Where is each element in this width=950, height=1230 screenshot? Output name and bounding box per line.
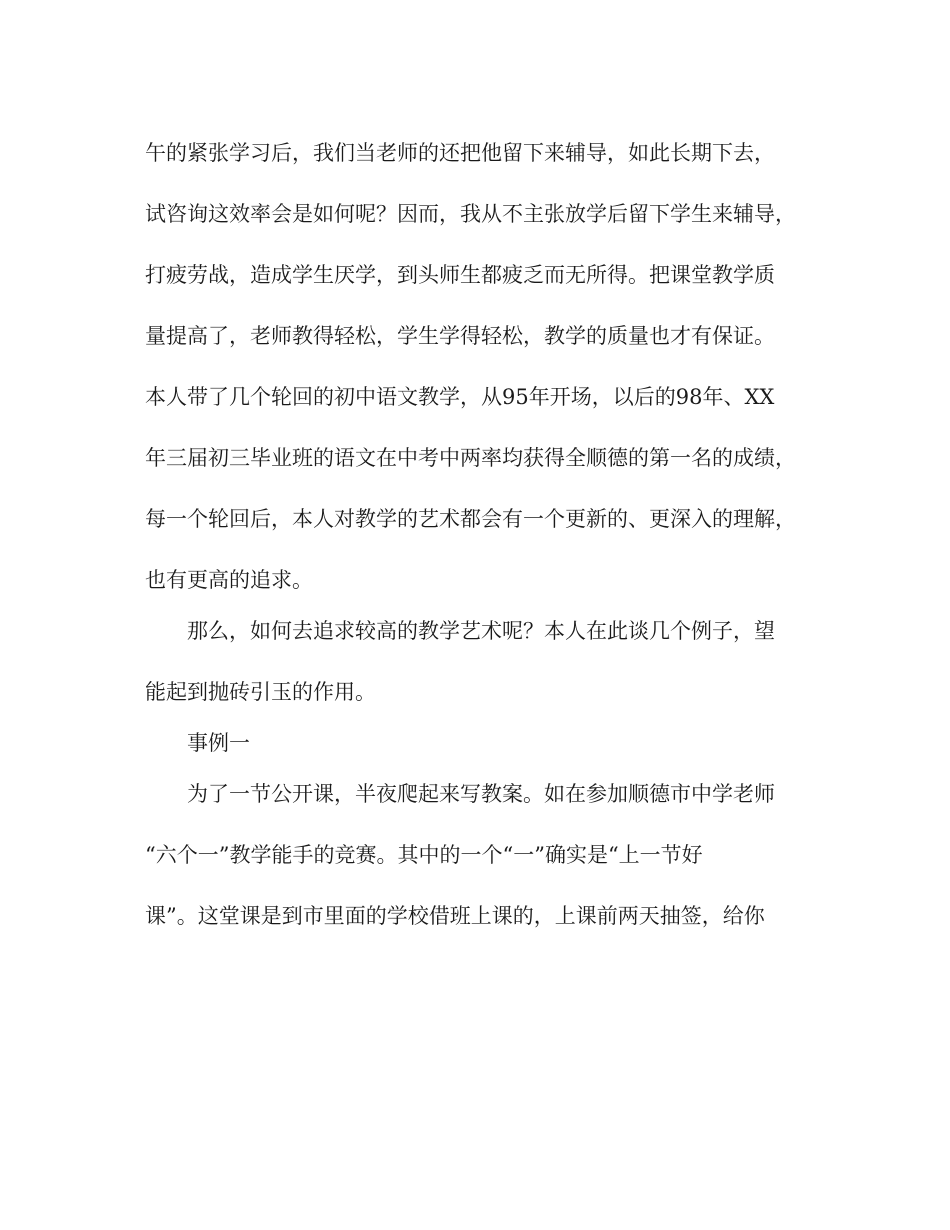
text-line: 午的紧张学习后，我们当老师的还把他留下来辅导，如此长期下去， xyxy=(145,141,775,165)
text-line: 也有更高的追求。 xyxy=(145,568,313,592)
document-body xyxy=(145,143,810,967)
text-line: 试咨询这效率会是如何呢？因而，我从不主张放学后留下学生来辅导， xyxy=(145,202,796,226)
text-line: 课”。这堂课是到市里面的学校借班上课的，上课前两天抽签，给你 xyxy=(145,904,765,928)
paragraph-start-line: 为了一节公开课，半夜爬起来写教案。如在参加顺德市中学老师 xyxy=(187,782,775,806)
text-line: 每一个轮回后，本人对教学的艺术都会有一个更新的、更深入的理解， xyxy=(145,507,796,531)
text-line: 打疲劳战，造成学生厌学，到头师生都疲乏而无所得。把课堂教学质 xyxy=(145,263,775,287)
text-line: 量提高了，老师教得轻松，学生学得轻松，教学的质量也才有保证。 xyxy=(145,324,775,348)
section-heading: 事例一 xyxy=(187,731,250,755)
text-line: 年三届初三毕业班的语文在中考中两率均获得全顺德的第一名的成绩， xyxy=(145,446,796,470)
text-line: 本人带了几个轮回的初中语文教学，从95年开场，以后的98年、XX xyxy=(145,385,775,409)
text-line: 能起到抛砖引玉的作用。 xyxy=(145,680,376,704)
text-line: “六个一”教学能手的竞赛。其中的一个“一”确实是“上一节好 xyxy=(145,843,703,867)
paragraph-start-line: 那么，如何去追求较高的教学艺术呢？本人在此谈几个例子，望 xyxy=(187,619,775,643)
